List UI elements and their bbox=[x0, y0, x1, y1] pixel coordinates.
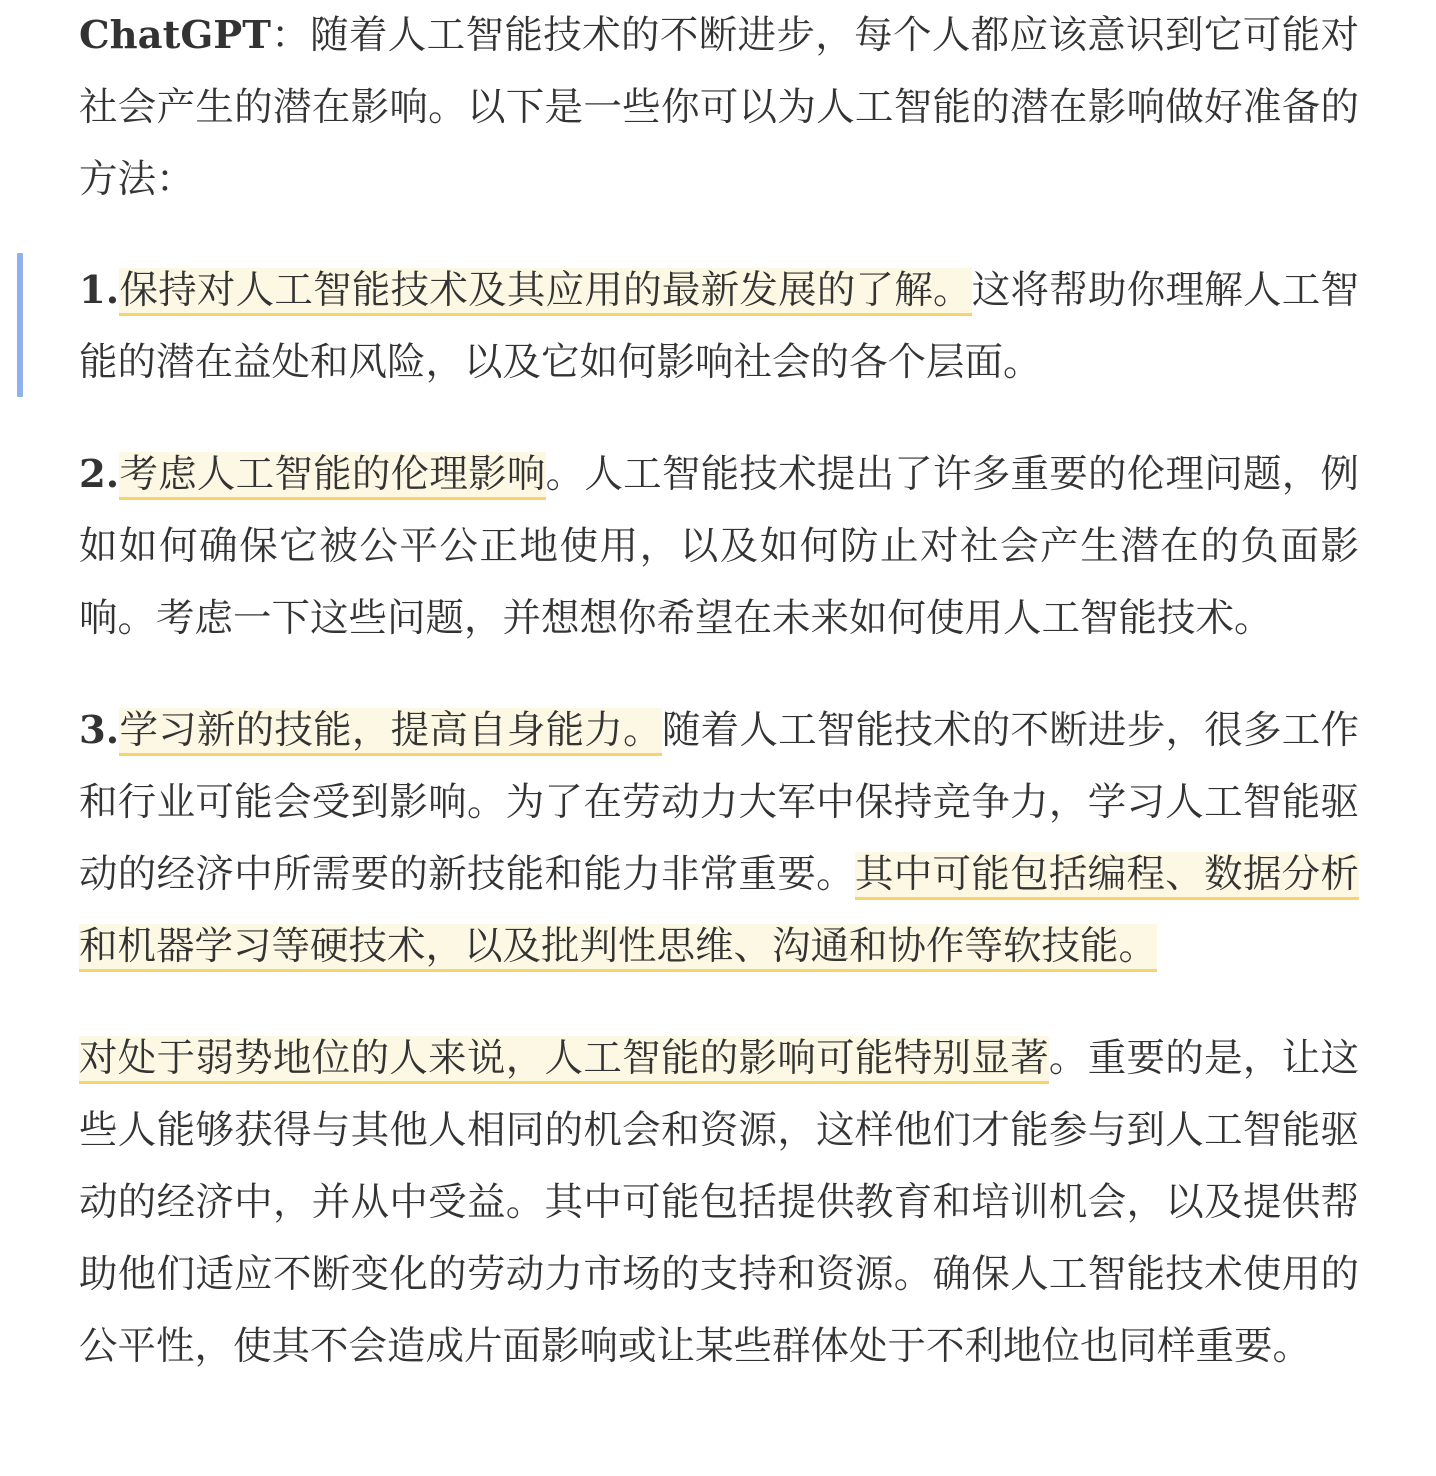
list-item-3 bbox=[79, 695, 1359, 983]
focus-indicator-bar bbox=[17, 253, 23, 397]
closing-text: 。重要的是，让这些人能够获得与其他人相同的机会和资源，这样他们才能参与到人工智能驱动的经济中，并从中受益。其中可能包括提供教育和培训机会，以及提供帮助他们适应不断变化的劳动力市场的支持和资源。确保人工智能技术使用的公平性，使其不会造成片面影响或让某些群体处于不利地位也同样重要。 bbox=[79, 1036, 1359, 1369]
list-item-text: 这将帮助你理解人工智能的潜在益处和风险，以及它如何影响社会的各个层面。 bbox=[79, 268, 1359, 385]
highlighted-text[interactable]: 对处于弱势地位的人来说，人工智能的影响可能特别显著 bbox=[79, 1036, 1049, 1084]
highlighted-text[interactable]: 其中可能包括编程、数据分析和机器学习等硬技术，以及批判性思维、沟通和协作等软技能。 bbox=[79, 852, 1359, 972]
intro-text: 随着人工智能技术的不断进步，每个人都应该意识到它可能对社会产生的潜在影响。以下是一些你可以为人工智能的潜在影响做好准备的方法： bbox=[79, 13, 1359, 202]
speaker-name: ChatGPT bbox=[79, 13, 271, 58]
list-item-number: 2. bbox=[79, 452, 120, 497]
list-item-text: 随着人工智能技术的不断进步，很多工作和行业可能会受到影响。为了在劳动力大军中保持竞争力，学习人工智能驱动的经济中所需要的新技能和能力非常重要。 bbox=[79, 708, 1359, 897]
chat-response-article bbox=[79, 0, 1359, 1383]
list-item-number: 3. bbox=[79, 708, 120, 753]
speaker-separator: ： bbox=[270, 13, 311, 58]
list-item-2 bbox=[79, 439, 1359, 655]
closing-paragraph bbox=[79, 1023, 1359, 1383]
highlighted-text[interactable]: 考虑人工智能的伦理影响 bbox=[119, 452, 545, 500]
list-item-text: 。人工智能技术提出了许多重要的伦理问题，例如如何确保它被公平公正地使用，以及如何防止对社会产生潜在的负面影响。考虑一下这些问题，并想想你希望在未来如何使用人工智能技术。 bbox=[79, 452, 1359, 641]
list-item-1 bbox=[79, 255, 1359, 399]
highlighted-text[interactable]: 保持对人工智能技术及其应用的最新发展的了解。 bbox=[119, 268, 972, 316]
intro-paragraph bbox=[79, 0, 1359, 216]
highlighted-text[interactable]: 学习新的技能，提高自身能力。 bbox=[119, 708, 662, 756]
list-item-number: 1. bbox=[79, 268, 120, 313]
